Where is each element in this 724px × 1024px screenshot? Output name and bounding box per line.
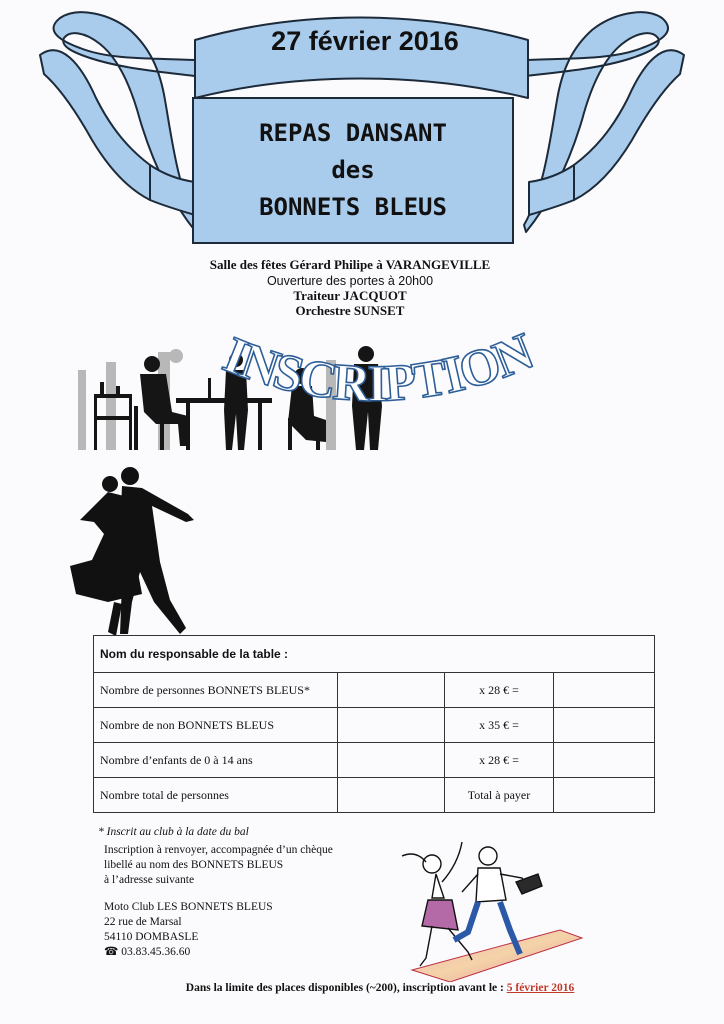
footer-line [140,982,620,994]
registration-table [93,635,655,813]
table-header[interactable]: Nom du responsable de la table : [94,636,655,673]
row-label: Nombre de personnes BONNETS BLEUS* [94,673,338,708]
title-box [192,97,514,244]
qty-cell[interactable] [338,708,444,743]
title-line-3: BONNETS BLEUS [259,193,447,221]
phone-icon: ☎ [104,946,122,958]
event-date: 27 février 2016 [271,26,459,56]
venue-line: Salle des fêtes Gérard Philipe à VARANGEVILLE [209,257,491,272]
qty-cell[interactable] [338,743,444,778]
address-phone-row [104,944,190,960]
qty-cell[interactable] [338,778,444,813]
row-label: Nombre de non BONNETS BLEUS [94,708,338,743]
amount-cell[interactable] [554,708,655,743]
address-name: Moto Club LES BONNETS BLEUS [104,901,273,913]
orchestra-line: Orchestre SUNSET [295,303,405,318]
price-cell: x 35 € = [444,708,554,743]
price-cell: x 28 € = [444,673,554,708]
caterer-line: Traiteur JACQUOT [293,288,407,303]
deadline-date: 5 février 2016 [506,982,575,994]
amount-cell[interactable] [554,743,655,778]
membership-note: * Inscrit au club à la date du bal [98,826,249,838]
price-cell: Total à payer [444,778,554,813]
doors-line: Ouverture des portes à 20h00 [266,274,434,288]
inscription-text: INSCRIPTION [215,323,540,414]
table-row [94,743,655,778]
instruction-line-2: libellé au nom des BONNETS BLEUS [104,859,284,871]
amount-cell[interactable] [554,778,655,813]
price-cell: x 28 € = [444,743,554,778]
row-label: Nombre total de personnes [94,778,338,813]
inscription-wordart [210,318,560,428]
instruction-line-3: à l’adresse suivante [104,874,195,886]
table-row [94,778,655,813]
address-street: 22 rue de Marsal [104,916,182,928]
amount-cell[interactable] [554,673,655,708]
instruction-line-1: Inscription à renvoyer, accompagnée d’un chèque [104,844,333,856]
title-line-2: des [331,156,375,184]
table-row [94,673,655,708]
svg-text:INSCRIPTION [216,323,542,413]
qty-cell[interactable] [338,673,444,708]
ballroom-dancers-silhouette [68,462,200,640]
address-phone: 03.83.45.36.60 [121,946,191,958]
row-label: Nombre d’enfants de 0 à 14 ans [94,743,338,778]
address-city: 54110 DOMBASLE [104,931,199,943]
title-line-1: REPAS DANSANT [259,119,447,147]
footer-text: Dans la limite des places disponibles (~200), inscription avant le : [185,982,507,994]
table-row [94,708,655,743]
rock-dancers-illustration [392,834,588,982]
